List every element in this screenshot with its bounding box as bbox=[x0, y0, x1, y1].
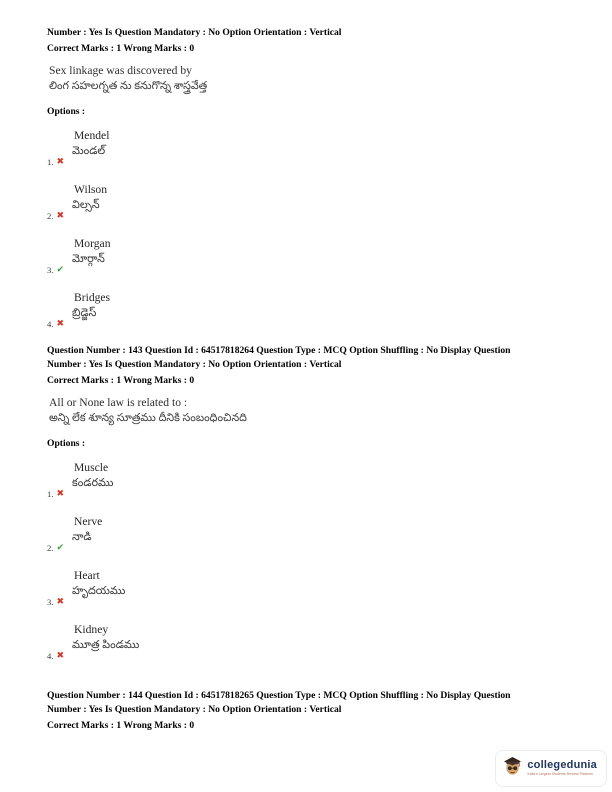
page-content bbox=[47, 26, 574, 733]
option-label-english: Kidney bbox=[74, 623, 109, 636]
question-body bbox=[49, 63, 574, 94]
correct-check-icon: ✔ bbox=[56, 542, 64, 553]
question-text-english: All or None law is related to : bbox=[49, 396, 188, 409]
question-text-telugu: లింగ సహలగ్నత ను కనుగొన్న శాస్త్రవేత్త bbox=[49, 80, 208, 92]
option-status bbox=[47, 543, 64, 553]
option-number: 4. bbox=[47, 319, 54, 329]
wrong-cross-icon: ✖ bbox=[56, 210, 64, 221]
collegedunia-mascot-icon bbox=[503, 755, 522, 781]
question-header-line: Question Number : 143 Question Id : 64517818264 Question Type : MCQ Option Shuffling : No Display Question bbox=[47, 345, 511, 356]
option-label-telugu: నాడి bbox=[72, 531, 92, 543]
option-number: 1. bbox=[47, 157, 54, 167]
option-label-english: Nerve bbox=[74, 515, 103, 528]
option-status bbox=[47, 157, 64, 167]
question-text-telugu: అన్ని లేక శూన్య సూత్రము దీనికి సంబంధించినది bbox=[49, 412, 247, 424]
question-142-continuation bbox=[47, 26, 574, 329]
option-row bbox=[47, 182, 574, 221]
option-number: 1. bbox=[47, 489, 54, 499]
marks-line: Correct Marks : 1 Wrong Marks : 0 bbox=[47, 43, 195, 54]
option-row bbox=[47, 290, 574, 329]
option-row bbox=[47, 236, 574, 275]
brand-tagline: India's Largest Students Review Platform bbox=[527, 771, 593, 776]
option-row bbox=[47, 514, 574, 553]
question-143 bbox=[47, 344, 574, 661]
option-status bbox=[47, 597, 64, 607]
brand-text bbox=[527, 760, 597, 777]
options-list bbox=[47, 460, 574, 661]
option-label-telugu: మెండల్ bbox=[72, 145, 106, 157]
question-header-line: Number : Yes Is Question Mandatory : No Option Orientation : Vertical bbox=[47, 359, 342, 370]
option-status bbox=[47, 265, 64, 275]
brand-name: collegedunia bbox=[527, 758, 597, 771]
option-label-telugu: కండరము bbox=[72, 477, 114, 489]
question-body bbox=[49, 395, 574, 426]
option-label-english: Mendel bbox=[74, 129, 110, 142]
option-label-english: Wilson bbox=[74, 183, 108, 196]
option-row bbox=[47, 622, 574, 661]
option-number: 2. bbox=[47, 211, 54, 221]
wrong-cross-icon: ✖ bbox=[56, 488, 64, 499]
option-status bbox=[47, 489, 64, 499]
question-144 bbox=[47, 689, 574, 733]
question-header-line: Number : Yes Is Question Mandatory : No Option Orientation : Vertical bbox=[47, 704, 342, 715]
option-number: 2. bbox=[47, 543, 54, 553]
collegedunia-logo bbox=[495, 750, 607, 787]
option-row bbox=[47, 460, 574, 499]
options-list bbox=[47, 128, 574, 329]
correct-check-icon: ✔ bbox=[56, 264, 64, 275]
wrong-cross-icon: ✖ bbox=[56, 318, 64, 329]
option-row bbox=[47, 128, 574, 167]
question-header-line: Number : Yes Is Question Mandatory : No Option Orientation : Vertical bbox=[47, 27, 342, 38]
option-number: 3. bbox=[47, 265, 54, 275]
marks-line: Correct Marks : 1 Wrong Marks : 0 bbox=[47, 720, 195, 731]
option-label-telugu: మూత్ర పిండము bbox=[72, 639, 140, 651]
option-label-english: Morgan bbox=[74, 237, 111, 250]
option-label-telugu: హృదయము bbox=[72, 585, 126, 597]
option-number: 3. bbox=[47, 597, 54, 607]
option-status bbox=[47, 211, 64, 221]
option-status bbox=[47, 651, 64, 661]
wrong-cross-icon: ✖ bbox=[56, 650, 64, 661]
option-label-english: Muscle bbox=[74, 461, 109, 474]
options-label: Options : bbox=[47, 438, 86, 449]
question-text-english: Sex linkage was discovered by bbox=[49, 64, 192, 77]
option-row bbox=[47, 568, 574, 607]
options-label: Options : bbox=[47, 106, 86, 117]
wrong-cross-icon: ✖ bbox=[56, 596, 64, 607]
option-label-english: Bridges bbox=[74, 291, 111, 304]
wrong-cross-icon: ✖ bbox=[56, 156, 64, 167]
option-status bbox=[47, 319, 64, 329]
option-label-english: Heart bbox=[74, 569, 100, 582]
option-number: 4. bbox=[47, 651, 54, 661]
option-label-telugu: మోర్గాన్ bbox=[72, 253, 105, 265]
marks-line: Correct Marks : 1 Wrong Marks : 0 bbox=[47, 375, 195, 386]
option-label-telugu: విల్సన్ bbox=[72, 199, 100, 211]
question-header-line: Question Number : 144 Question Id : 64517818265 Question Type : MCQ Option Shuffling : No Display Question bbox=[47, 690, 511, 701]
option-label-telugu: బ్రిడ్జెస్ bbox=[72, 307, 97, 319]
